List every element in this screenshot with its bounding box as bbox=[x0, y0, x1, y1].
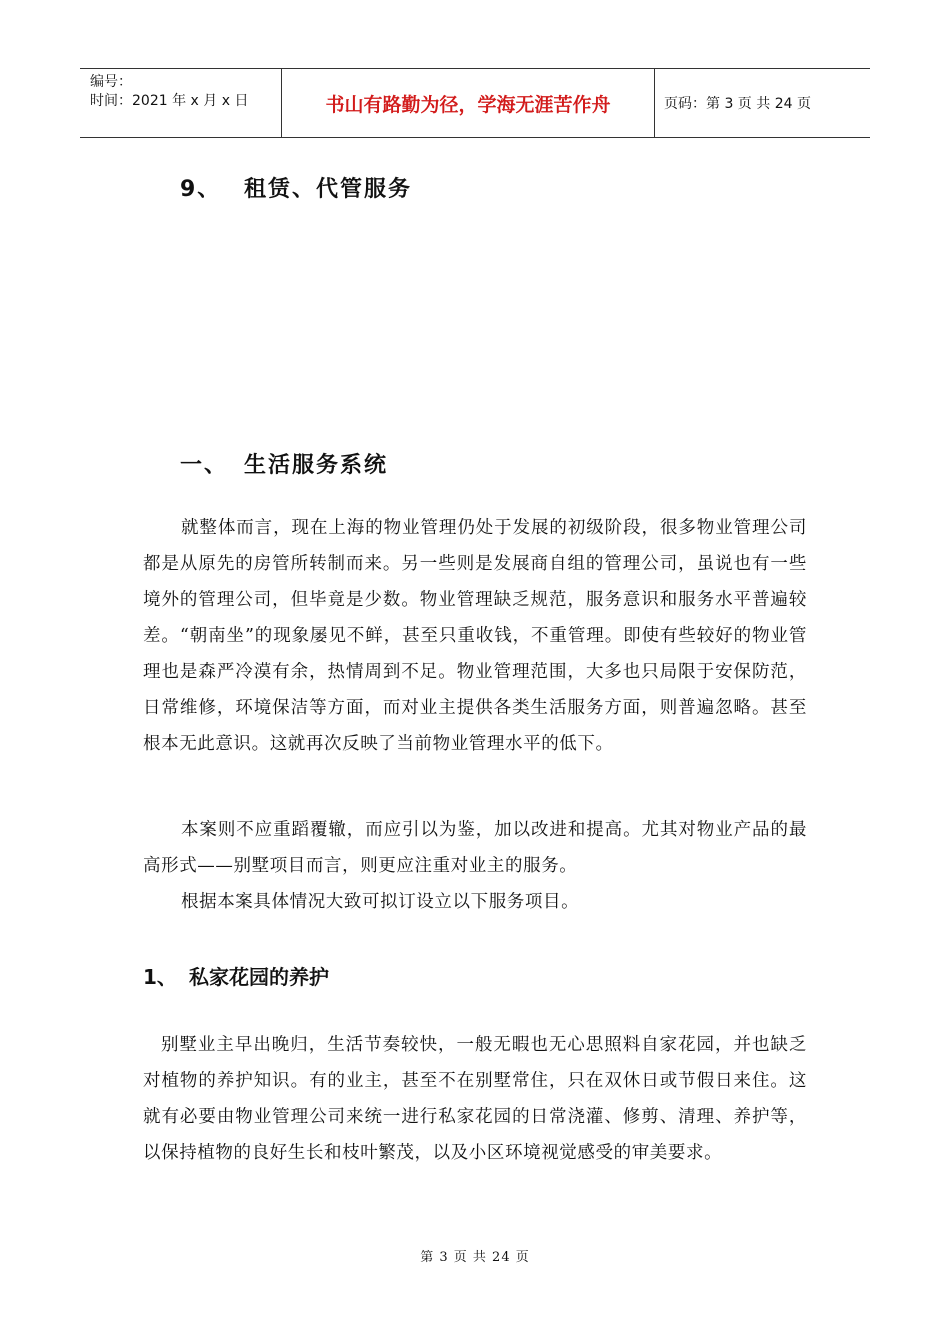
section-heading-1 bbox=[180, 448, 388, 479]
subsection-number: 1、 bbox=[143, 965, 177, 989]
section-title: 生活服务系统 bbox=[244, 453, 389, 478]
document-header bbox=[80, 68, 870, 138]
body-paragraph: 别墅业主早出晚归，生活节奏较快，一般无暇也无心思照料自家花园，并也缺乏对植物的养护知识。有的业主，甚至不在别墅常住，只在双休日或节假日来住。这就有必要由物业管理公司来统一进行私家花园的日常浇灌、修剪、清理、养护等，以保持植物的良好生长和枝叶繁茂，以及小区环境视觉感受的审美要求。 bbox=[143, 1035, 807, 1163]
page-footer: 第 3 页 共 24 页 bbox=[420, 1250, 530, 1265]
body-paragraph: 本案则不应重蹈覆辙，而应引以为鉴，加以改进和提高。尤其对物业产品的最高形式——别墅项目而言，则更应注重对业主的服务。 bbox=[143, 820, 807, 876]
header-page-label: 页码：第 3 页 共 24 页 bbox=[664, 96, 811, 112]
subsection-title: 私家花园的养护 bbox=[189, 965, 329, 989]
section-number: 9、 bbox=[180, 177, 222, 202]
date-label: 时间：2021 年 x 月 x 日 bbox=[90, 93, 249, 109]
subsection-heading bbox=[143, 961, 329, 990]
section-heading-9 bbox=[180, 172, 412, 203]
body-paragraph: 就整体而言，现在上海的物业管理仍处于发展的初级阶段，很多物业管理公司都是从原先的房管所转制而来。另一些则是发展商自组的管理公司，虽说也有一些境外的管理公司，但毕竟是少数。物业管理缺乏规范，服务意识和服务水平普遍较差。“朝南坐”的现象屡见不鲜，甚至只重收钱，不重管理。即使有些较好的物业管理也是森严冷漠有余，热情周到不足。物业管理范围，大多也只局限于安保防范，日常维修，环境保洁等方面，而对业主提供各类生活服务方面，则普遍忽略。甚至根本无此意识。这就再次反映了当前物业管理水平的低下。 bbox=[143, 518, 807, 754]
section-number: 一、 bbox=[180, 453, 229, 478]
header-motto: 书山有路勤为径，学海无涯苦作舟 bbox=[282, 69, 655, 137]
number-label: 编号： bbox=[90, 74, 132, 90]
body-paragraph: 根据本案具体情况大致可拟订设立以下服务项目。 bbox=[181, 892, 580, 912]
header-meta bbox=[80, 69, 282, 137]
section-title: 租赁、代管服务 bbox=[244, 177, 413, 202]
